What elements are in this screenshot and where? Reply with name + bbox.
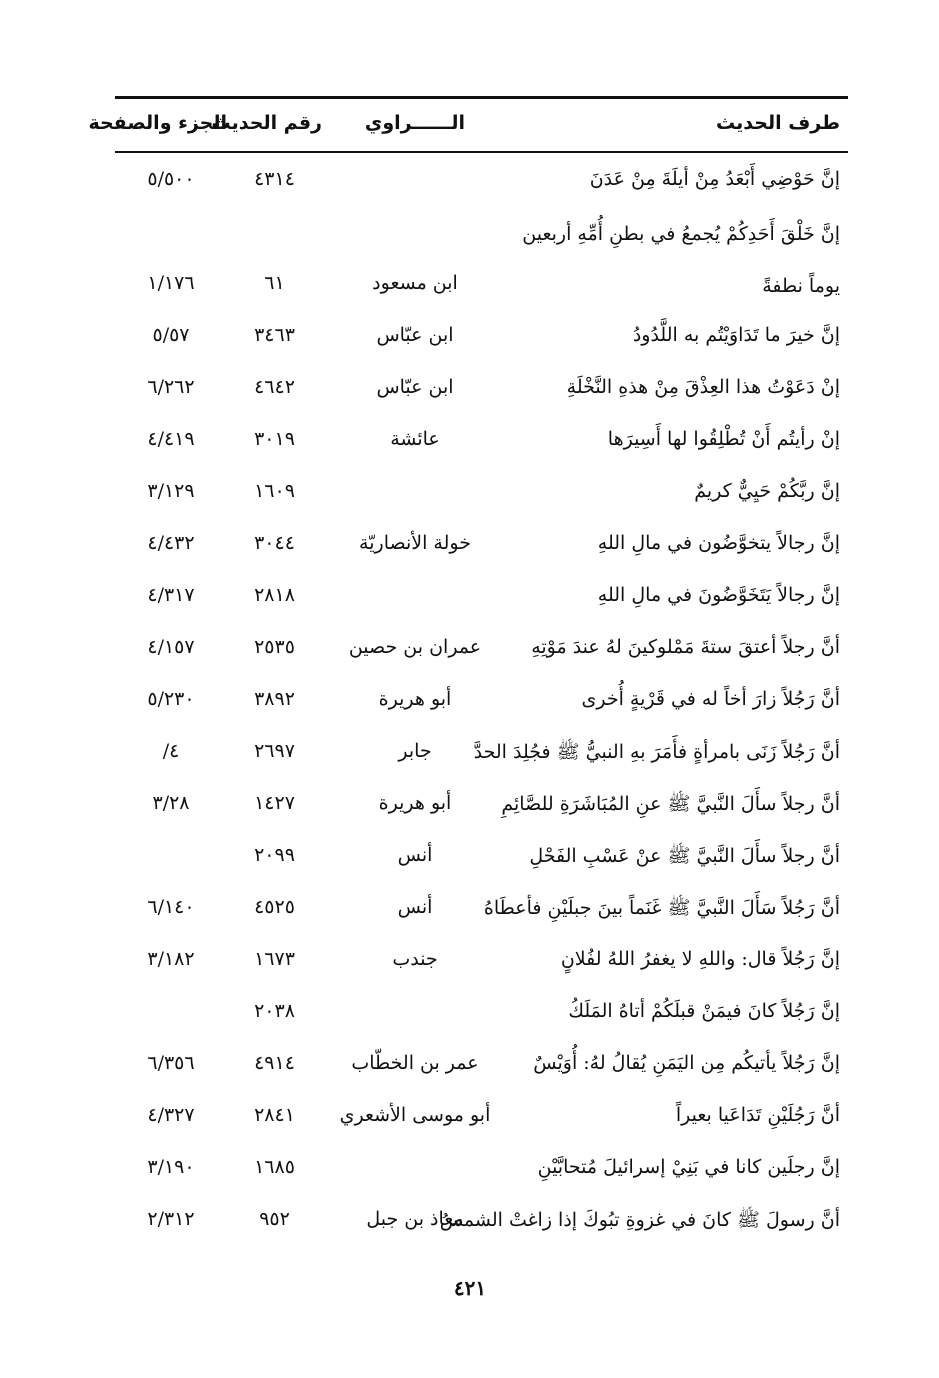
hadith-number: ٩٥٢ — [259, 1208, 290, 1230]
hadith-number: ١٦٨٥ — [254, 1156, 295, 1178]
hadith-number: ٢٠٩٩ — [254, 844, 295, 866]
header-hadith-text: طرف الحديث — [716, 112, 840, 134]
hadith-number: ٣٤٦٣ — [254, 324, 295, 346]
hadith-number: ٤٥٢٥ — [254, 896, 295, 918]
narrator: أبو موسى الأشعري — [339, 1104, 491, 1126]
narrator: أبو هريرة — [378, 792, 452, 814]
narrator: أنس — [397, 896, 433, 918]
table-row — [115, 416, 848, 468]
narrator: خولة الأنصاريّة — [359, 532, 471, 554]
hadith-text: أنَّ رجلاً أعتقَ ستةَ مَمْلوكينَ لهُ عندَ مَوْتِهِ — [531, 636, 840, 658]
hadith-number: ٦١ — [264, 272, 285, 294]
table-row — [115, 1040, 848, 1092]
hadith-text: أنَّ رَجُلَيْنِ تَدَاعَيا بعيراً — [675, 1104, 840, 1126]
hadith-text: إنَّ رجالاً يَتَخَوَّضُونَ في مالِ اللهِ — [597, 584, 840, 606]
table-row — [115, 832, 848, 884]
volume-page: ٦/١٤٠ — [147, 896, 195, 918]
hadith-text: أنَّ رَجُلاً زارَ أخاً له في قَرْيةٍ أُخرى — [581, 688, 840, 710]
volume-page: ٣/١٩٠ — [147, 1156, 195, 1178]
hadith-text: إنَّ خَلْقَ أَحَدِكُمْ يُجمعُ في بطنِ أُمِّهِ أربعين يوماً نطفةً — [522, 223, 840, 297]
hadith-text: إنَّ رَجُلاً قال: واللهِ لا يغفرُ اللهُ لفُلانٍ — [560, 948, 840, 970]
narrator: عمران بن حصين — [348, 636, 482, 658]
narrator: ابن عبّاس — [376, 376, 454, 398]
hadith-number: ٣٠٤٤ — [254, 532, 295, 554]
table-row — [115, 780, 848, 832]
hadith-text: أنَّ رَجُلاً سَأَلَ النَّبيَّ ﷺ غَنَماً بينَ جبلَيْنِ فأعطَاهُ — [483, 897, 840, 919]
narrator: أبو هريرة — [378, 688, 452, 710]
page-number: ٤٢١ — [453, 1276, 487, 1300]
volume-page: ٣/١٢٩ — [147, 480, 195, 502]
table-row — [115, 572, 848, 624]
hadith-number: ٢٨١٨ — [254, 584, 295, 606]
hadith-number: ٤٩١٤ — [254, 1052, 295, 1074]
volume-page: ٤/٤١٩ — [147, 428, 195, 450]
hadith-text: أنَّ رجلاً سأَلَ النَّبيَّ ﷺ عنِ المُبَاشَرَةِ للصَّائِمِ — [501, 793, 840, 815]
table-row — [115, 520, 848, 572]
narrator: أنس — [397, 844, 433, 866]
table-row — [115, 468, 848, 520]
narrator: جندب — [392, 948, 438, 970]
hadith-number: ٢٠٣٨ — [254, 1000, 295, 1022]
header-volume-page: الجزء والصفحة — [88, 112, 227, 134]
table-row — [115, 312, 848, 364]
hadith-number: ١٤٢٧ — [254, 792, 295, 814]
table-row — [115, 1144, 848, 1196]
header-hadith-number: رقم الحديث — [211, 112, 322, 134]
volume-page: ٤/٣١٧ — [147, 584, 195, 606]
volume-page: ٥/٥٧ — [152, 324, 190, 346]
volume-page: ٦/٢٦٢ — [147, 376, 195, 398]
hadith-text: إنَّ خيرَ ما تَدَاوَيْتُم به اللَّدُودُ — [632, 324, 840, 346]
table-row — [115, 624, 848, 676]
volume-page: ٥/٢٣٠ — [147, 688, 195, 710]
hadith-number: ٤٦٤٢ — [254, 376, 295, 398]
hadith-text: إنَّ ربَّكُمْ حَيِيٌّ كريمٌ — [694, 480, 840, 502]
index-table — [115, 156, 848, 1248]
table-row — [115, 988, 848, 1040]
hadith-number: ١٦٠٩ — [254, 480, 295, 502]
volume-page: ٤/١٥٧ — [147, 636, 195, 658]
hadith-number: ٢٨٤١ — [254, 1104, 295, 1126]
volume-page: ٣/٢٨ — [152, 792, 190, 814]
narrator: معاذ بن جبل — [366, 1208, 464, 1230]
volume-page: ٤/٤٣٢ — [147, 532, 195, 554]
table-header — [88, 100, 848, 150]
hadith-number: ٣٠١٩ — [254, 428, 295, 450]
top-rule — [115, 96, 848, 99]
table-row — [115, 1196, 848, 1248]
table-row — [115, 156, 848, 208]
table-row — [115, 676, 848, 728]
table-row — [115, 1092, 848, 1144]
hadith-number: ٢٦٩٧ — [254, 740, 295, 762]
table-row — [115, 936, 848, 988]
table-row — [115, 208, 848, 312]
volume-page: ٥/٥٠٠ — [147, 168, 195, 190]
header-rule — [115, 151, 848, 153]
table-row — [115, 884, 848, 936]
hadith-text: أنَّ رسولَ ﷺ كانَ في غزوةِ تبُوكَ إذا زاغتْ الشمسُ — [439, 1209, 840, 1231]
hadith-number: ٣٨٩٢ — [254, 688, 295, 710]
hadith-number: ١٦٧٣ — [254, 948, 295, 970]
hadith-text: إنْ دَعَوْتُ هذا العِذْقَ مِنْ هذهِ النَّخْلَةِ — [566, 376, 840, 398]
hadith-text: إنْ رأيتُم أَنْ تُطْلِقُوا لها أَسِيرَها — [607, 428, 840, 450]
table-row — [115, 364, 848, 416]
volume-page: ٤/٣٢٧ — [147, 1104, 195, 1126]
header-narrator: الــــــراوي — [364, 112, 466, 134]
hadith-text: إنَّ رَجُلاً كانَ فيمَنْ قبلَكُمْ أتاهُ المَلَكُ — [568, 1000, 840, 1022]
hadith-text: إنَّ رجلَين كانا في بَنِيْ إسرائيلَ مُتحابَّيْنِ — [537, 1156, 840, 1178]
narrator: عائشة — [390, 428, 440, 450]
table-row — [115, 728, 848, 780]
hadith-number: ٤٣١٤ — [254, 168, 295, 190]
hadith-text: أنَّ رَجُلاً زَنَى بامرأةٍ فأَمَرَ بهِ النبيُّ ﷺ فجُلِدَ الحدَّ — [473, 741, 840, 763]
narrator: عمر بن الخطّاب — [351, 1052, 479, 1074]
hadith-text: إنَّ حَوْضِي أَبْعَدُ مِنْ أيلَةَ مِنْ عَدَنَ — [589, 168, 840, 190]
hadith-text: إنَّ رَجُلاً يأتيكُم مِن اليَمَنِ يُقالُ لهُ: أُوَيْسٌ — [533, 1052, 840, 1074]
hadith-text: إنَّ رجالاً يتخوَّضُون في مالِ اللهِ — [597, 532, 840, 554]
hadith-number: ٢٥٣٥ — [254, 636, 295, 658]
volume-page: ١/١٧٦ — [147, 272, 195, 294]
narrator: جابر — [398, 740, 432, 762]
volume-page: ٤/ — [162, 740, 180, 762]
narrator: ابن عبّاس — [376, 324, 454, 346]
volume-page: ٦/٣٥٦ — [147, 1052, 195, 1074]
volume-page: ٣/١٨٢ — [147, 948, 195, 970]
narrator: ابن مسعود — [372, 272, 458, 294]
hadith-text: أنَّ رجلاً سأَلَ النَّبيَّ ﷺ عنْ عَسْبِ الفَحْلِ — [529, 845, 840, 867]
volume-page: ٢/٣١٢ — [147, 1208, 195, 1230]
